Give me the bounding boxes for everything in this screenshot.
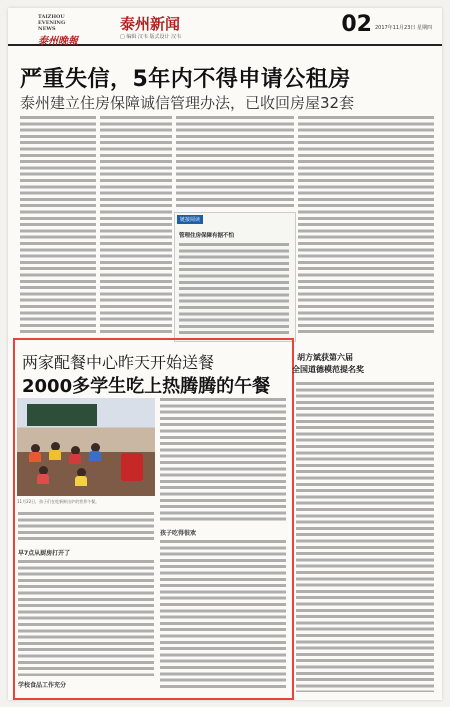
student-body (49, 450, 61, 460)
student-body (37, 474, 49, 484)
related-reading-text (179, 243, 289, 337)
highlighted-article-title-line1: 两家配餐中心昨天开始送餐 (22, 353, 215, 372)
framed-section-heading-2: 孩子吃得很欢 (160, 530, 197, 537)
student-body (75, 476, 87, 486)
related-reading-title: 管理住房保障有据不怕 (179, 233, 235, 239)
framed-section-heading-1: 早7点从厨房打开了 (18, 550, 71, 557)
masthead (8, 10, 442, 46)
photo-caption: 11月22日，孩子们在吃新鲜出炉的营养午餐。 (17, 499, 100, 504)
student-body (29, 452, 41, 462)
framed-article-column-2 (160, 398, 286, 524)
right-article-text (296, 382, 434, 692)
article-column-1 (20, 116, 96, 336)
related-reading-tag: 链接阅读 (177, 215, 203, 224)
article-column-3 (176, 116, 294, 208)
page-number: 02 (341, 12, 372, 37)
article-column-2 (100, 116, 172, 336)
main-subheadline: 泰州建立住房保障诚信管理办法，已收回房屋32套 (20, 94, 355, 112)
right-article-title-line2: 全国道德模范提名奖 (292, 365, 364, 374)
article-column-4 (298, 116, 434, 336)
blackboard (27, 404, 97, 426)
related-reading-box (174, 212, 296, 342)
framed-article-column-1b (18, 560, 154, 676)
student-body (89, 451, 101, 461)
section-editor-line: □ 编辑 汉韦 版式设计 汉韦 (120, 34, 182, 40)
canteen-photo (17, 398, 155, 496)
food-container (121, 453, 143, 481)
student-body (69, 454, 81, 464)
issue-date: 2017年11月23日 星期四 (374, 25, 432, 31)
framed-article-column-1 (18, 512, 154, 542)
framed-section-heading-3: 学校食品工作充分 (18, 682, 67, 689)
main-headline: 严重失信，5年内不得申请公租房 (20, 67, 351, 92)
section-title: 泰州新闻 (120, 15, 181, 33)
highlighted-article-title-line2: 2000多学生吃上热腾腾的午餐 (22, 376, 271, 397)
framed-article-column-2b (160, 540, 286, 690)
newspaper-logo: TAIZHOU EVENING NEWS 泰州晚報 (38, 14, 78, 47)
right-article-title-line1: 胡方斌获第六届 (297, 353, 353, 362)
